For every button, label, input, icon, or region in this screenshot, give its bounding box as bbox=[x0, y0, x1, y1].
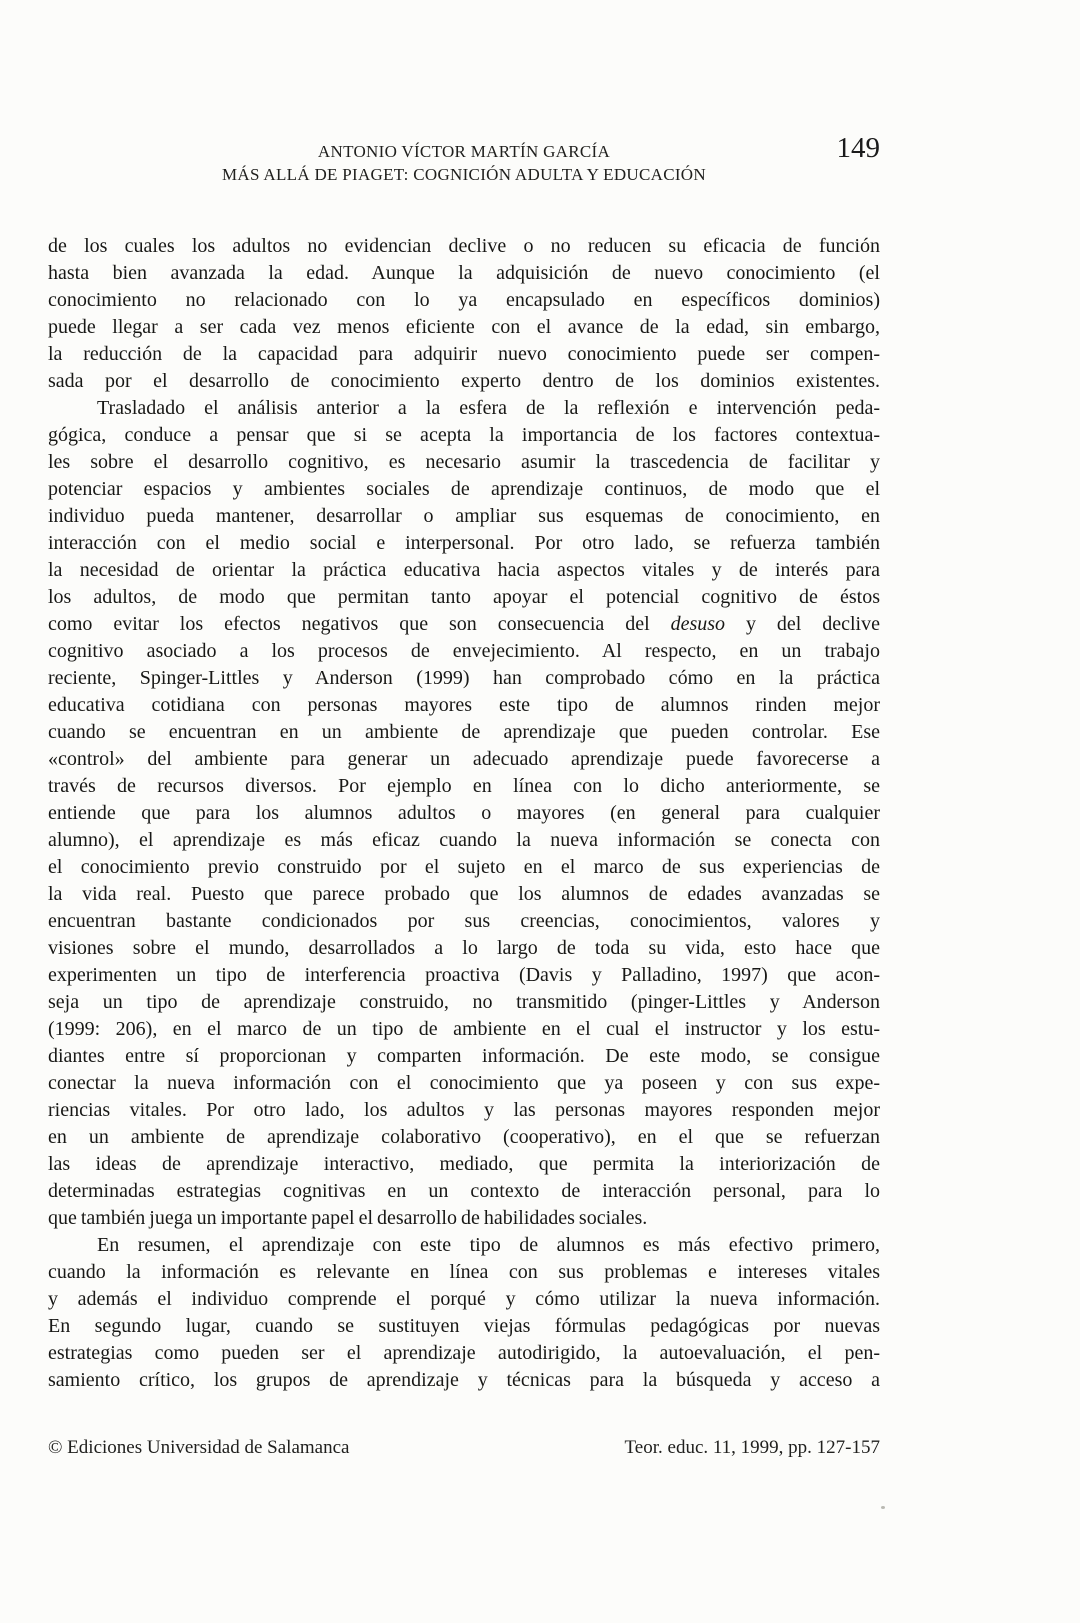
text-segment: entiende que para los alumnos adultos o mayores (en general para cualquier bbox=[48, 802, 880, 824]
text-line bbox=[48, 287, 880, 314]
text-line bbox=[48, 584, 880, 611]
text-segment: cuando se encuentran en un ambiente de aprendizaje que pueden controlar. Ese bbox=[48, 721, 880, 743]
text-segment: (1999: 206), en el marco de un tipo de ambiente en el cual el instructor y los estu- bbox=[48, 1018, 880, 1040]
text-line bbox=[48, 827, 880, 854]
article-body bbox=[48, 233, 880, 1394]
text-line bbox=[48, 1178, 880, 1205]
text-segment: experimenten un tipo de interferencia proactiva (Davis y Palladino, 1997) que acon- bbox=[48, 964, 880, 986]
text-line bbox=[48, 314, 880, 341]
text-segment: que también juega un importante papel el desarrollo de habilidades sociales. bbox=[48, 1207, 648, 1229]
text-line bbox=[48, 935, 880, 962]
text-segment: educativa cotidiana con personas mayores este tipo de alumnos rinden mejor bbox=[48, 694, 880, 716]
text-segment: determinadas estrategias cognitivas en un contexto de interacción personal, para lo bbox=[48, 1180, 880, 1202]
text-segment: las ideas de aprendizaje interactivo, mediado, que permita la interiorización de bbox=[48, 1153, 880, 1175]
text-line bbox=[48, 341, 880, 368]
text-segment: En resumen, el aprendizaje con este tipo de alumnos es más efectivo primero, bbox=[97, 1234, 880, 1256]
text-segment: de los cuales los adultos no evidencian declive o no reducen su eficacia de función bbox=[48, 235, 880, 257]
text-segment: la necesidad de orientar la práctica educativa hacia aspectos vitales y de interés para bbox=[48, 559, 880, 581]
text-segment: interacción con el medio social e interpersonal. Por otro lado, se refuerza también bbox=[48, 532, 880, 554]
text-segment: potenciar espacios y ambientes sociales de aprendizaje continuos, de modo que el bbox=[48, 478, 880, 500]
text-segment: seja un tipo de aprendizaje construido, no transmitido (pinger-Littles y Anderson bbox=[48, 991, 880, 1013]
text-line bbox=[48, 1259, 880, 1286]
page-footer bbox=[48, 1436, 880, 1460]
text-line bbox=[48, 962, 880, 989]
text-line bbox=[48, 611, 880, 638]
text-line bbox=[48, 989, 880, 1016]
text-line bbox=[48, 638, 880, 665]
text-line bbox=[48, 449, 880, 476]
text-line bbox=[48, 233, 880, 260]
text-segment: individuo pueda mantener, desarrollar o ampliar sus esquemas de conocimiento, en bbox=[48, 505, 880, 527]
running-header bbox=[48, 140, 880, 186]
text-segment: la reducción de la capacidad para adquirir nuevo conocimiento puede ser compen- bbox=[48, 343, 880, 365]
text-line bbox=[48, 1232, 880, 1259]
text-segment: conectar la nueva información con el conocimiento que ya poseen y con sus expe- bbox=[48, 1072, 880, 1094]
text-line bbox=[48, 1313, 880, 1340]
text-segment: cognitivo asociado a los procesos de envejecimiento. Al respecto, en un trabajo bbox=[48, 640, 880, 662]
text-segment: puede llegar a ser cada vez menos eficiente con el avance de la edad, sin embargo, bbox=[48, 316, 880, 338]
text-line bbox=[48, 1124, 880, 1151]
text-line bbox=[48, 881, 880, 908]
text-line bbox=[48, 503, 880, 530]
text-segment: cuando la información es relevante en línea con sus problemas e intereses vitales bbox=[48, 1261, 880, 1283]
text-line bbox=[48, 1340, 880, 1367]
running-header-author: ANTONIO VÍCTOR MARTÍN GARCÍA bbox=[317, 142, 611, 161]
text-segment: Trasladado el análisis anterior a la esfera de la reflexión e intervención peda- bbox=[97, 397, 880, 419]
page-number: 149 bbox=[836, 132, 880, 164]
text-segment: reciente, Spinger-Littles y Anderson (1999) han comprobado cómo en la práctica bbox=[48, 667, 880, 689]
text-segment: encuentran bastante condicionados por sus creencias, conocimientos, valores y bbox=[48, 910, 880, 932]
text-line bbox=[48, 854, 880, 881]
text-segment: les sobre el desarrollo cognitivo, es necesario asumir la trascedencia de facilitar y bbox=[48, 451, 880, 473]
footer-copyright: © Ediciones Universidad de Salamanca bbox=[48, 1437, 350, 1458]
text-segment: sada por el desarrollo de conocimiento experto dentro de los dominios existentes. bbox=[48, 370, 880, 392]
text-segment: visiones sobre el mundo, desarrollados a lo largo de toda su vida, esto hace que bbox=[48, 937, 880, 959]
text-line bbox=[48, 1016, 880, 1043]
text-segment: estrategias como pueden ser el aprendizaje autodirigido, la autoevaluación, el pen- bbox=[48, 1342, 880, 1364]
text-segment: riencias vitales. Por otro lado, los adultos y las personas mayores responden mejor bbox=[48, 1099, 880, 1121]
text-line bbox=[48, 368, 880, 395]
text-segment: los adultos, de modo que permitan tanto apoyar el potencial cognitivo de éstos bbox=[48, 586, 880, 608]
text-line bbox=[48, 692, 880, 719]
text-segment: en un ambiente de aprendizaje colaborativo (cooperativo), en el que se refuerzan bbox=[48, 1126, 880, 1148]
text-segment: gógica, conduce a pensar que si se acepta la importancia de los factores contextua- bbox=[48, 424, 880, 446]
text-line bbox=[48, 1151, 880, 1178]
text-line bbox=[48, 773, 880, 800]
text-line bbox=[48, 1043, 880, 1070]
text-line bbox=[48, 1097, 880, 1124]
text-line bbox=[48, 260, 880, 287]
text-segment: y además el individuo comprende el porqué y cómo utilizar la nueva información. bbox=[48, 1288, 880, 1310]
text-segment: la vida real. Puesto que parece probado que los alumnos de edades avanzadas se bbox=[48, 883, 880, 905]
text-line bbox=[48, 395, 880, 422]
text-line bbox=[48, 719, 880, 746]
text-line bbox=[48, 908, 880, 935]
text-segment: samiento crítico, los grupos de aprendizaje y técnicas para la búsqueda y acceso a bbox=[48, 1369, 880, 1391]
emphasized-word: desuso bbox=[670, 613, 726, 635]
text-line bbox=[48, 800, 880, 827]
text-segment: y del declive bbox=[725, 613, 880, 635]
text-line bbox=[48, 665, 880, 692]
text-segment: hasta bien avanzada la edad. Aunque la adquisición de nuevo conocimiento (el bbox=[48, 262, 880, 284]
text-segment: alumno), el aprendizaje es más eficaz cuando la nueva información se conecta con bbox=[48, 829, 880, 851]
text-line bbox=[48, 530, 880, 557]
text-segment: En segundo lugar, cuando se sustituyen viejas fórmulas pedagógicas por nuevas bbox=[48, 1315, 880, 1337]
text-segment: diantes entre sí proporcionan y comparten información. De este modo, se consigue bbox=[48, 1045, 880, 1067]
text-line bbox=[48, 557, 880, 584]
text-segment: «control» del ambiente para generar un adecuado aprendizaje puede favorecerse a bbox=[48, 748, 880, 770]
text-line bbox=[48, 1367, 880, 1394]
scan-speck bbox=[881, 1506, 885, 1509]
text-line bbox=[48, 476, 880, 503]
running-header-title: MÁS ALLÁ DE PIAGET: COGNICIÓN ADULTA Y EDUCACIÓN bbox=[222, 165, 706, 184]
footer-journal-ref: Teor. educ. 11, 1999, pp. 127-157 bbox=[624, 1437, 880, 1458]
text-segment: como evitar los efectos negativos que son consecuencia del bbox=[48, 613, 671, 635]
text-line bbox=[48, 422, 880, 449]
text-line bbox=[48, 746, 880, 773]
text-segment: el conocimiento previo construido por el sujeto en el marco de sus experiencias de bbox=[48, 856, 880, 878]
text-line bbox=[48, 1205, 880, 1232]
text-line bbox=[48, 1070, 880, 1097]
text-line bbox=[48, 1286, 880, 1313]
text-segment: conocimiento no relacionado con lo ya encapsulado en específicos dominios) bbox=[48, 289, 880, 311]
text-segment: través de recursos diversos. Por ejemplo en línea con lo dicho anteriormente, se bbox=[48, 775, 880, 797]
